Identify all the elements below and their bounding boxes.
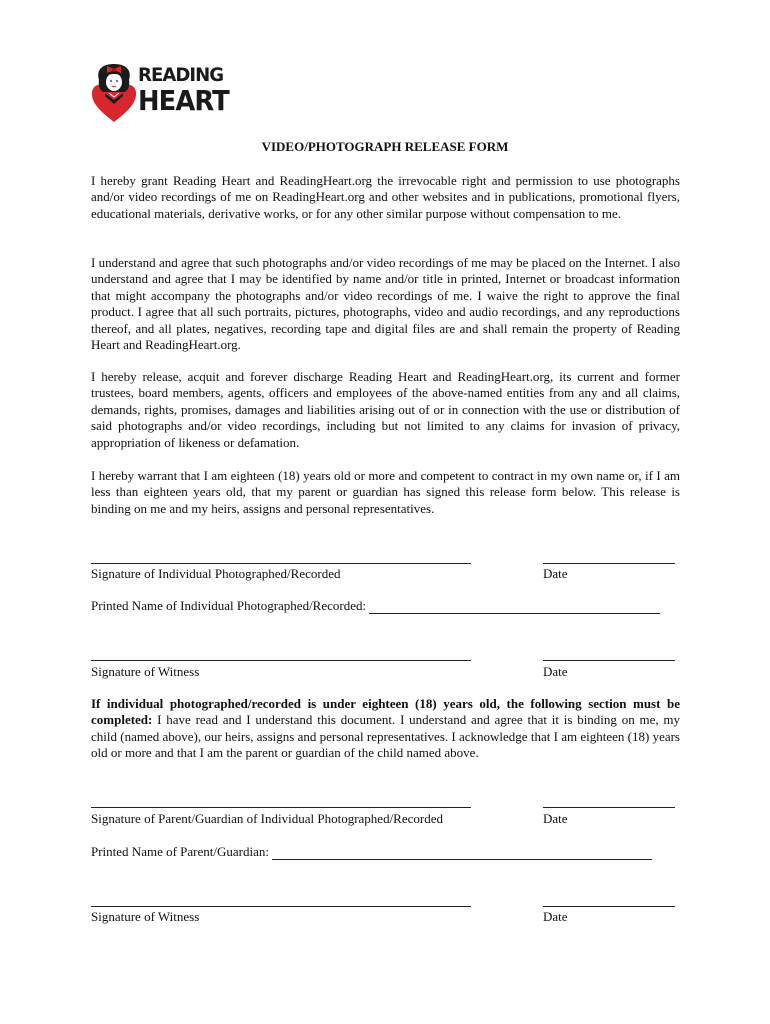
parent-date-label: Date [543,811,568,826]
witness-date-label: Date [543,664,568,679]
logo-heart-text: HEART [138,84,229,117]
printed-name-parent-row [91,844,652,860]
witness-signature-label: Signature of Witness [91,664,200,679]
printed-name-individual-field[interactable] [369,601,660,614]
individual-signature-line[interactable] [91,563,471,564]
witness2-date-label: Date [543,909,568,924]
printed-name-parent-field[interactable] [272,847,652,860]
minor-section-text: I have read and I understand this document. I understand and agree that it is binding on me, my child (named above), our heirs, assigns and personal representatives. I acknowledge that I am eighteen (18) years old or more and that I am the parent or guardian of the child named above. [91,712,680,761]
witness2-date-line[interactable] [543,906,675,907]
grant-paragraph: I hereby grant Reading Heart and ReadingHeart.org the irrevocable right and permission to use photographs and/or video recordings of me on ReadingHeart.org and other websites and in publications, promotional flyers, educational materials, derivative works, or for any other similar purpose without compensation to me. [91,173,680,221]
individual-date-label: Date [543,566,568,581]
witness-date-line[interactable] [543,660,675,661]
printed-name-parent-label: Printed Name of Parent/Guardian: [91,844,269,859]
witness2-signature-line[interactable] [91,906,471,907]
printed-name-individual-label: Printed Name of Individual Photographed/Recorded: [91,598,367,613]
release-paragraph: I hereby release, acquit and forever discharge Reading Heart and ReadingHeart.org, its current and former trustees, board members, agents, officers and employees of the above-named entities from any and all claims, demands, rights, promises, damages and liabilities arising out of or in connection with the use or distribution of said photographs and/or video recordings, including but not limited to any claims for invasion of privacy, appropriation of likeness or defamation. [91,369,680,450]
girl-heart-icon [90,62,138,124]
page-title: VIDEO/PHOTOGRAPH RELEASE FORM [261,139,509,154]
parent-signature-label: Signature of Parent/Guardian of Individual Photographed/Recorded [91,811,443,826]
witness-signature-line[interactable] [91,660,471,661]
minor-section-heading: If individual photographed/recorded is under eighteen (18) years old, the following section must be completed: [91,696,680,728]
minor-section-paragraph [91,696,680,762]
agreement-paragraph: I understand and agree that such photographs and/or video recordings of me may be placed on the Internet. I also understand and agree that I may be identified by name and/or title in printed, Internet or broadcast information that might accompany the photographs and/or video recordings of me. I waive the right to approve the final product. I agree that all such portraits, pictures, photographs, video and audio recordings, and any reproductions thereof, and all plates, negatives, recording tape and digital files are and shall remain the property of Reading Heart and ReadingHeart.org. [91,255,680,353]
parent-signature-line[interactable] [91,807,471,808]
reading-heart-logo [90,62,229,124]
printed-name-individual-row [91,598,660,614]
individual-date-line[interactable] [543,563,675,564]
logo-reading-text: READING [138,64,224,86]
parent-date-line[interactable] [543,807,675,808]
individual-signature-label: Signature of Individual Photographed/Recorded [91,566,341,581]
warranty-paragraph: I hereby warrant that I am eighteen (18) years old or more and competent to contract in my own name or, if I am less than eighteen years old, that my parent or guardian has signed this release form below. This release is binding on me and my heirs, assigns and personal representatives. [91,468,680,516]
witness2-signature-label: Signature of Witness [91,909,200,924]
